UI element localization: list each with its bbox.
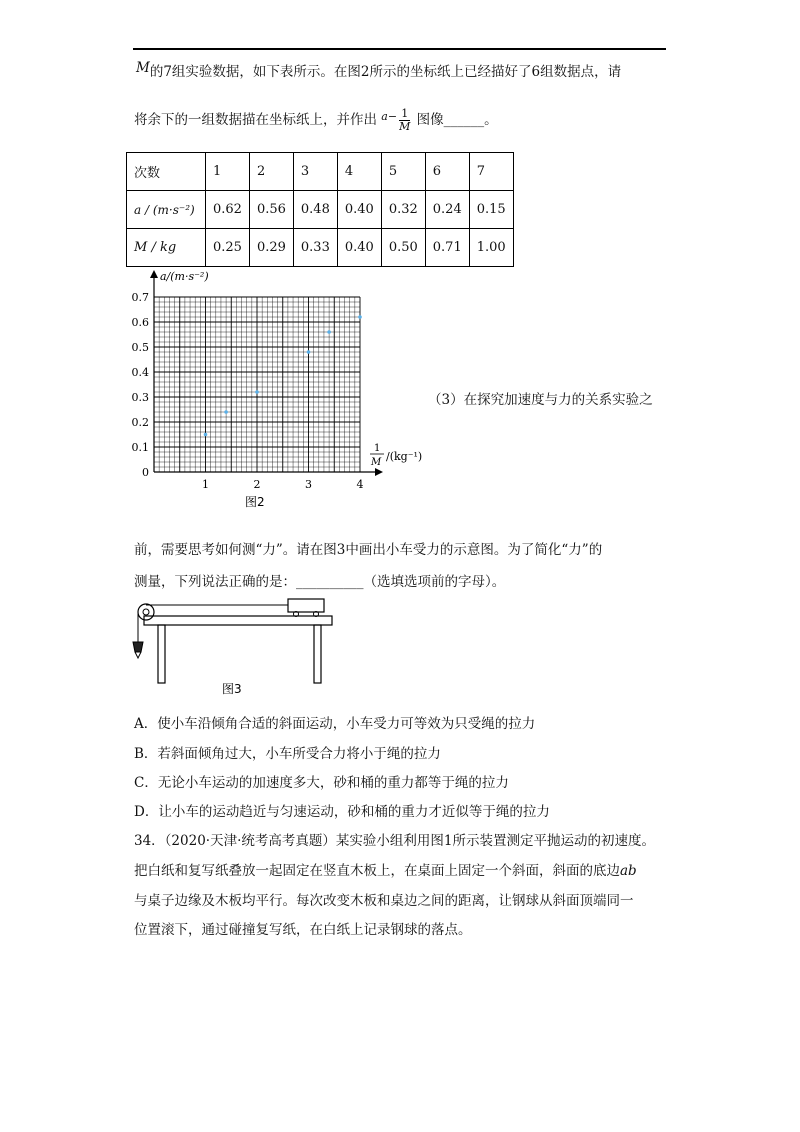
table-row-m-label: M / kg bbox=[127, 229, 206, 267]
bucket-tip bbox=[135, 652, 141, 658]
table-cell: 0.40 bbox=[337, 229, 381, 267]
x-tick-labels bbox=[202, 478, 364, 491]
intro-a: a bbox=[381, 110, 388, 123]
table-cell: 1 bbox=[206, 153, 250, 191]
x-label-den: M bbox=[371, 457, 382, 468]
y-tick-label: 0.6 bbox=[131, 316, 149, 329]
table-cell: 0.50 bbox=[381, 229, 425, 267]
table-cell: 0.40 bbox=[337, 191, 381, 229]
intro-text-3: 图像______。 bbox=[416, 112, 498, 128]
table-row-a-label: a / (m·s⁻²) bbox=[127, 191, 206, 229]
table-cell: 0.62 bbox=[206, 191, 250, 229]
figure-2-chart bbox=[110, 268, 440, 518]
data-point bbox=[327, 330, 331, 334]
sand-bucket bbox=[133, 642, 143, 652]
y-tick-label: 0.2 bbox=[131, 416, 149, 429]
option-a: A．使小车沿倾角合适的斜面运动，小车受力可等效为只受绳的拉力 bbox=[134, 716, 536, 732]
table-cell: 7 bbox=[469, 153, 513, 191]
table-cell: 0.32 bbox=[381, 191, 425, 229]
top-rule bbox=[133, 48, 666, 50]
table-cell: 0.24 bbox=[425, 191, 469, 229]
y-tick-label: 0.5 bbox=[131, 341, 149, 354]
table-cell: 0.48 bbox=[293, 191, 337, 229]
q34-line-3: 与桌子边缘及木板均平行。每次改变木板和桌边之间的距离，让钢球从斜面顶端同一 bbox=[134, 893, 634, 909]
table-cell: 0.29 bbox=[249, 229, 293, 267]
table-leg-right bbox=[314, 625, 321, 683]
table-header-label: 次数 bbox=[127, 153, 206, 191]
intro-fraction bbox=[399, 108, 410, 133]
y-tick-label: 0.3 bbox=[131, 391, 149, 404]
table-cell: 0.71 bbox=[425, 229, 469, 267]
table-row-header bbox=[127, 153, 514, 191]
q34-line-4: 位置滚下，通过碰撞复写纸，在白纸上记录钢球的落点。 bbox=[134, 922, 472, 938]
table-cell: 3 bbox=[293, 153, 337, 191]
q34-line-2-text: 把白纸和复写纸叠放一起固定在竖直木板上，在桌面上固定一个斜面，斜面的底边 bbox=[134, 863, 620, 879]
option-b: B．若斜面倾角过大，小车所受合力将小于绳的拉力 bbox=[134, 746, 441, 762]
intro-text-2: 将余下的一组数据描在坐标纸上，并作出 bbox=[134, 112, 377, 128]
side-note: （3）在探究加速度与力的关系实验之 bbox=[428, 392, 653, 408]
q34-var-ab: ab bbox=[620, 863, 637, 879]
option-d: D．让小车的运动趋近与匀速运动，砂和桶的重力才近似等于绳的拉力 bbox=[134, 804, 550, 820]
table-cell: 5 bbox=[381, 153, 425, 191]
intro-line-2 bbox=[134, 108, 498, 133]
figure-3-diagram bbox=[126, 594, 346, 699]
para2-line-2: 测量，下列说法正确的是：__________（选填选项前的字母）。 bbox=[134, 574, 506, 590]
table-row-m bbox=[127, 229, 514, 267]
x-axis-arrow bbox=[375, 468, 383, 476]
pulley-inner bbox=[143, 609, 149, 615]
data-point bbox=[224, 410, 228, 414]
intro-frac-den: M bbox=[399, 120, 411, 133]
table-cell: 0.33 bbox=[293, 229, 337, 267]
data-point bbox=[358, 315, 362, 319]
q34-line-2 bbox=[134, 859, 637, 879]
data-point bbox=[204, 433, 208, 437]
para2-line-1: 前，需要思考如何测“力”。请在图3中画出小车受力的示意图。为了简化“力”的 bbox=[134, 542, 603, 558]
y-tick-label: 0.7 bbox=[131, 291, 149, 304]
y-tick-label: 0 bbox=[142, 466, 149, 479]
chart-grid bbox=[154, 297, 360, 472]
table-row-a bbox=[127, 191, 514, 229]
y-axis-arrow bbox=[150, 270, 158, 278]
table-cell: 2 bbox=[249, 153, 293, 191]
table-cell: 4 bbox=[337, 153, 381, 191]
y-tick-label: 0.1 bbox=[131, 441, 149, 454]
x-label-num: 1 bbox=[374, 443, 381, 454]
x-tick-label: 3 bbox=[305, 478, 312, 491]
y-tick-label: 0.4 bbox=[131, 366, 149, 379]
table-top bbox=[144, 616, 332, 625]
figure-3-caption: 图3 bbox=[222, 682, 242, 696]
table-cell: 6 bbox=[425, 153, 469, 191]
option-c: C．无论小车运动的加速度多大，砂和桶的重力都等于绳的拉力 bbox=[134, 775, 509, 791]
intro-line-1 bbox=[136, 60, 621, 80]
x-tick-label: 1 bbox=[202, 478, 209, 491]
intro-var-m: M bbox=[136, 60, 150, 76]
intro-frac-num: 1 bbox=[399, 108, 410, 121]
intro-dash: − bbox=[387, 110, 398, 123]
table-cell: 1.00 bbox=[469, 229, 513, 267]
x-tick-label: 4 bbox=[356, 478, 364, 491]
y-axis-label: a/(m·s⁻²) bbox=[160, 270, 209, 283]
table-cell: 0.15 bbox=[469, 191, 513, 229]
table-cell: 0.25 bbox=[206, 229, 250, 267]
data-point bbox=[255, 390, 259, 394]
table-cell: 0.56 bbox=[249, 191, 293, 229]
figure-2-caption: 图2 bbox=[245, 495, 265, 509]
x-tick-label: 2 bbox=[253, 478, 261, 491]
data-point bbox=[307, 350, 311, 354]
q34-line-1: 34．（2020·天津·统考高考真题）某实验小组利用图1所示装置测定平抛运动的初速度。 bbox=[134, 833, 655, 849]
cart bbox=[288, 599, 324, 612]
pulley-outer bbox=[138, 604, 154, 620]
x-label-unit: /(kg⁻¹) bbox=[386, 450, 423, 463]
table-leg-left bbox=[158, 625, 165, 683]
intro-text-1: 的7组实验数据，如下表所示。在图2所示的坐标纸上已经描好了6组数据点，请 bbox=[149, 64, 622, 80]
y-tick-labels bbox=[132, 291, 150, 479]
data-table bbox=[126, 152, 514, 267]
